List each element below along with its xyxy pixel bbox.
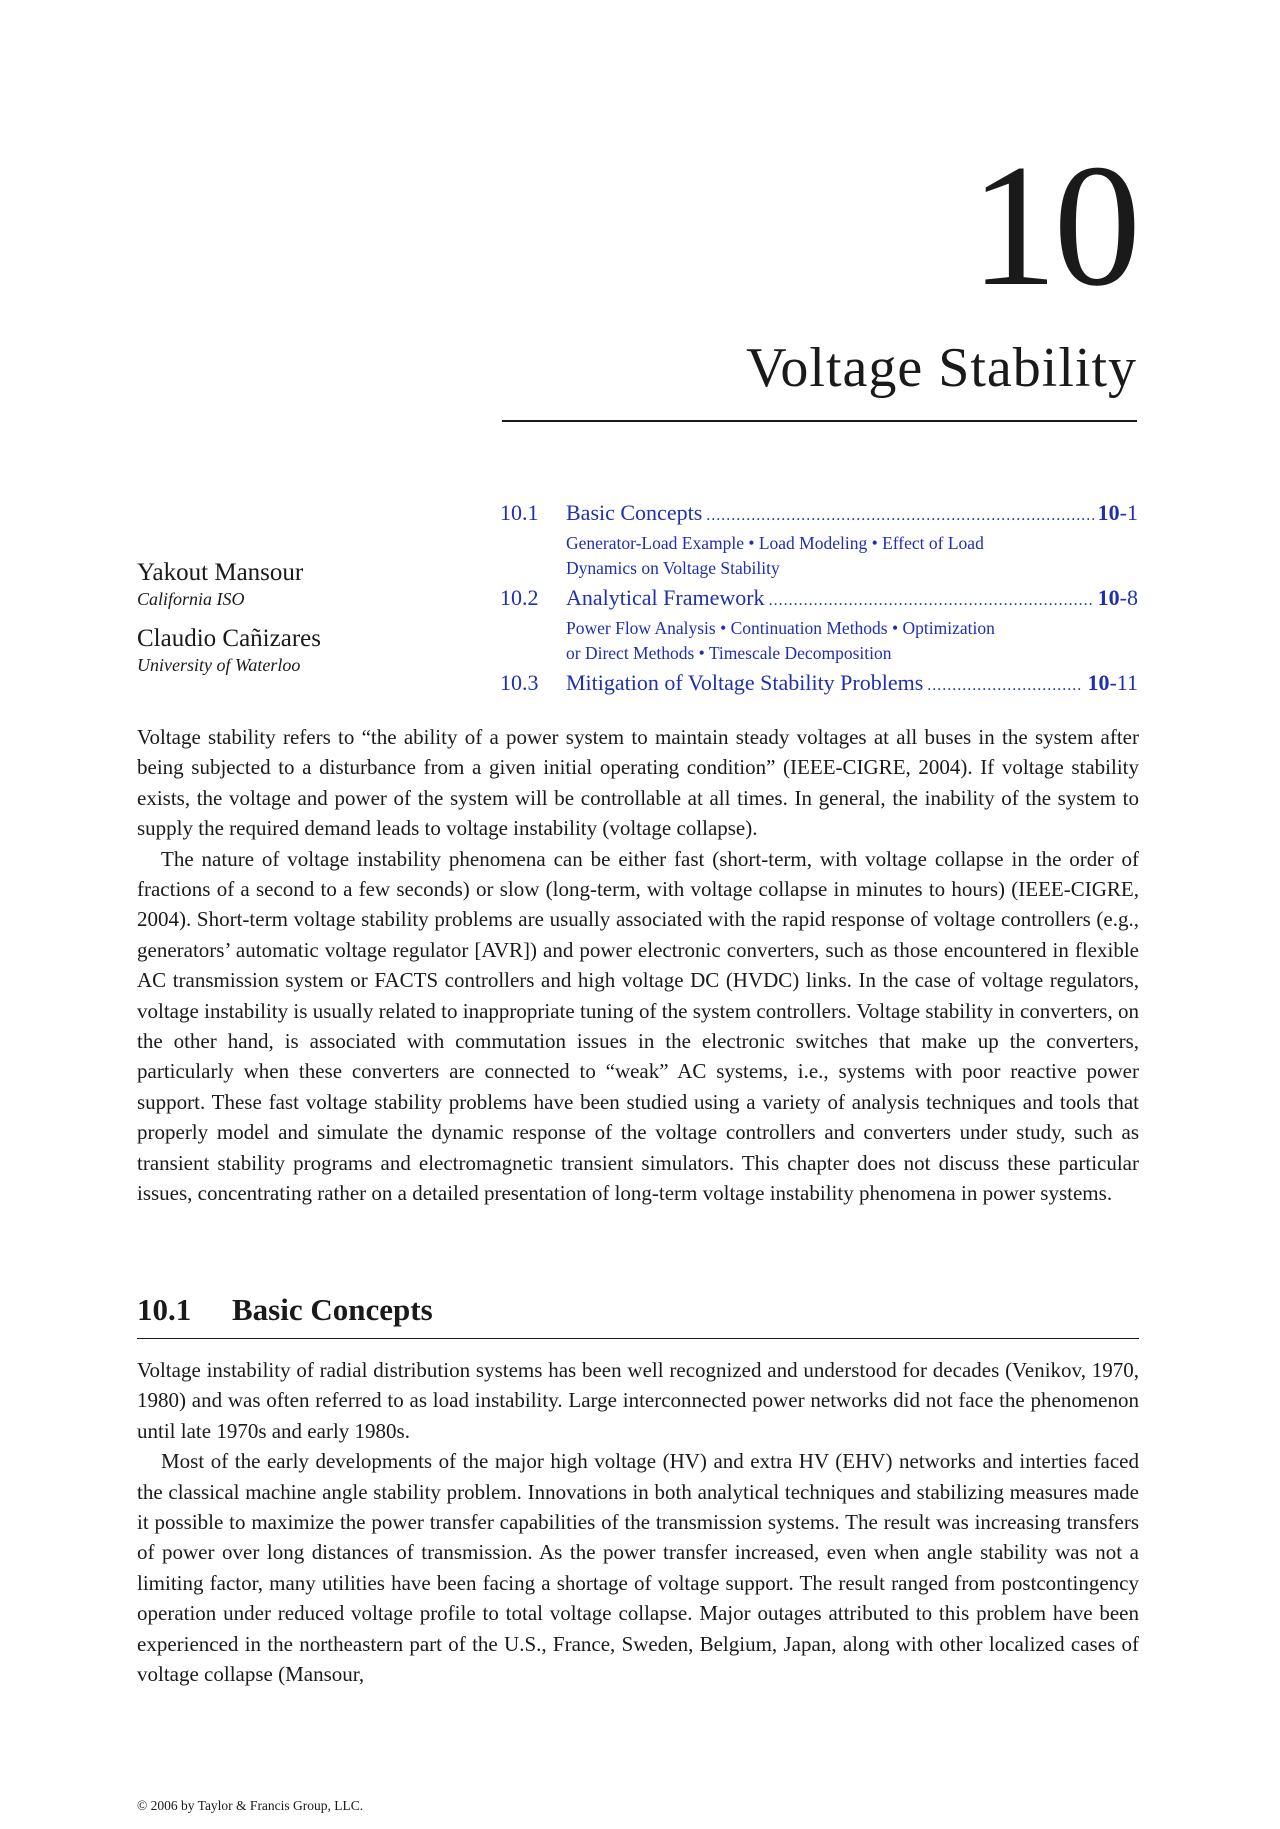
chapter-title: Voltage Stability: [746, 337, 1137, 399]
section-paragraph: Most of the early developments of the major high voltage (HV) and extra HV (EHV) networks and interties faced the classical machine angle stability problem. Innovations in both analytical techniques and stabilizing measures made it possible to maximize the power transfer capabilities of the transmission systems. The result was increasing transfers of power over long distances of transmission. As the power transfer increased, even when angle stability was not a limiting factor, many utilities have been facing a shortage of voltage support. The result ranged from postcontingency operation under reduced voltage profile to total voltage collapse. Major outages attributed to this problem have been experienced in the northeastern part of the U.S., France, Sweden, Belgium, Japan, along with other localized cases of voltage collapse (Mansour,: [137, 1449, 1139, 1687]
section-number: 10.1: [137, 1292, 192, 1327]
intro-paragraph: Voltage stability refers to “the ability of a power system to maintain steady voltages at all buses in the system after being subjected to a disturbance from a given initial operating condition” (IEEE-CIGRE, 2004). If voltage stability exists, the voltage and power of the system will be controllable at all times. In general, the inability of the system to supply the required demand leads to voltage instability (voltage collapse).: [137, 725, 1139, 841]
author: [137, 624, 467, 676]
toc-subtopics[interactable]: Power Flow Analysis • Continuation Methods • Optimization: [566, 618, 995, 638]
toc-entry-title[interactable]: Analytical Framework: [566, 585, 765, 610]
toc-leader-dots: [927, 671, 1083, 701]
toc-leader-dots: [706, 501, 1093, 531]
author-affiliation: University of Waterloo: [137, 655, 301, 675]
author-name: Claudio Cañizares: [137, 625, 321, 652]
section-paragraph: Voltage instability of radial distribution systems has been well recognized and understood for decades (Venikov, 1970, 1980) and was often referred to as load instability. Large interconnected power networks did not face the phenomenon until late 1970s and early 1980s.: [137, 1358, 1139, 1443]
title-rule: [502, 420, 1137, 422]
intro-paragraph: The nature of voltage instability phenomena can be either fast (short-term, with voltage collapse in the order of fractions of a second to a few seconds) or slow (long-term, with voltage collapse in minutes to hours) (IEEE-CIGRE, 2004). Short-term voltage stability problems are usually associated with the rapid response of voltage controllers (e.g., generators’ automatic voltage regulator [AVR]) and power electronic converters, such as those encountered in flexible AC transmission system or FACTS controllers and high voltage DC (HVDC) links. In the case of voltage regulators, voltage instability is usually related to inappropriate tuning of the system controllers. Voltage stability in converters, on the other hand, is associated with commutation issues in the electronic switches that make up the converters, particularly when these converters are connected to “weak” AC systems, i.e., systems with poor reactive power support. These fast voltage stability problems have been studied using a variety of analysis techniques and tools that properly model and simulate the dynamic response of the voltage controllers and converters under study, such as transient stability programs and electromagnetic transient simulators. This chapter does not discuss these particular issues, concentrating rather on a detailed presentation of long-term voltage instability phenomena in power systems.: [137, 846, 1139, 1206]
toc-entry-number: 10.3: [500, 670, 539, 695]
toc-entry-title[interactable]: Basic Concepts: [566, 500, 703, 525]
toc-entry-page[interactable]: 10-1: [1097, 500, 1138, 525]
section-body: [137, 1355, 1139, 1689]
toc-leader-dots: [769, 586, 1094, 616]
toc-subtopics[interactable]: or Direct Methods • Timescale Decomposition: [566, 643, 892, 663]
toc-subtopics[interactable]: Generator-Load Example • Load Modeling • Effect of Load: [566, 533, 984, 553]
toc-entry-page[interactable]: 10-8: [1097, 585, 1138, 610]
chapter-introduction: [137, 722, 1139, 1209]
table-of-contents: [500, 498, 1138, 703]
author-list: [137, 558, 467, 690]
toc-entry[interactable]: [500, 583, 1138, 666]
toc-entry-number: 10.2: [500, 585, 539, 610]
toc-entry-page[interactable]: 10-11: [1087, 670, 1138, 695]
toc-subtopics[interactable]: Dynamics on Voltage Stability: [566, 558, 780, 578]
section-title: Basic Concepts: [232, 1292, 433, 1327]
copyright-footer: © 2006 by Taylor & Francis Group, LLC.: [137, 1798, 364, 1813]
toc-entry[interactable]: [500, 498, 1138, 581]
author-affiliation: California ISO: [137, 589, 245, 609]
author: [137, 558, 467, 610]
toc-entry[interactable]: [500, 668, 1138, 701]
author-name: Yakout Mansour: [137, 559, 304, 586]
toc-entry-number: 10.1: [500, 500, 539, 525]
toc-entry-title[interactable]: Mitigation of Voltage Stability Problems: [566, 670, 924, 695]
section-heading: [137, 1290, 1139, 1339]
chapter-number: 10: [970, 128, 1137, 322]
